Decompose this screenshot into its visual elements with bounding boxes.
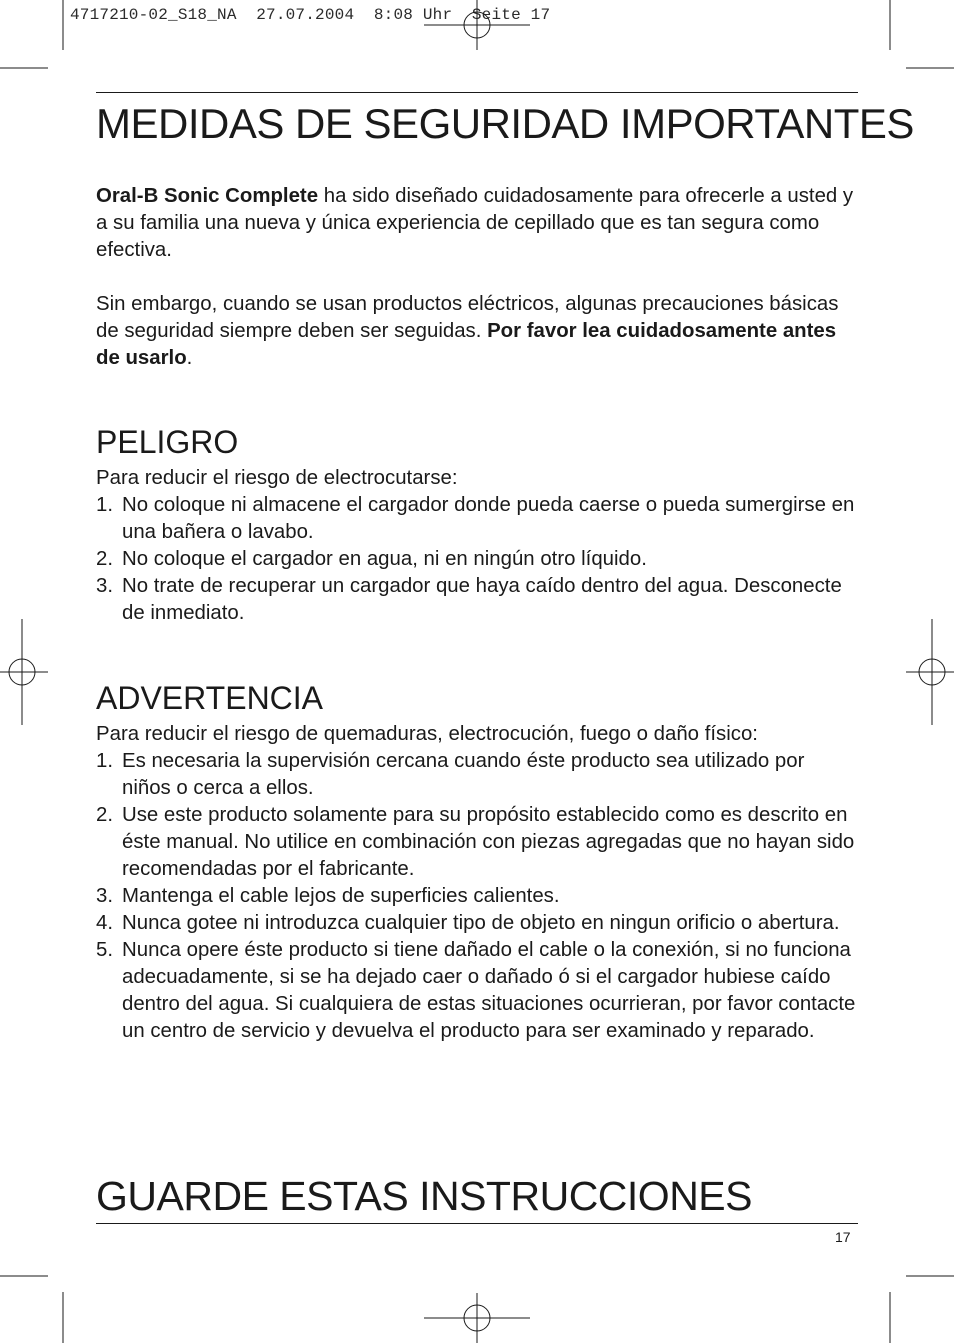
intro-paragraph-1: Oral-B Sonic Complete ha sido diseñado cuidadosamente para ofrecerle a usted y a su familia una nueva y única experiencia de cepillado que es tan segura como efectiva. [96,185,854,261]
list-item-text: Nunca gotee ni introduzca cualquier tipo de objeto en ningun orificio o abertura. [122,912,840,934]
list-item-text: No coloque el cargador en agua, ni en ningún otro líquido. [122,548,647,570]
peligro-intro: Para reducir el riesgo de electrocutarse: [96,467,458,489]
list-item-number: 3. [96,885,114,907]
peligro-heading: PELIGRO [96,424,239,460]
list-item-number: 2. [96,804,114,826]
peligro-list [96,492,856,627]
list-item-text: Use este producto solamente para su propósito establecido como es descrito en éste manual. No utilice en combinación con piezas agregadas que no hayan sido recomendadas por el fabricante. [122,804,855,880]
list-item-text: Mantenga el cable lejos de superficies calientes. [122,885,560,907]
list-item [96,802,856,883]
advertencia-list [96,748,856,1045]
read-carefully-note: Por favor lea cuidadosamente antes de usarlo [96,320,837,369]
list-item-text: Nunca opere éste producto si tiene dañado el cable o la conexión, si no funciona adecuadamente, si se ha dejado caer o dañado ó si el cargador hubiese caído dentro del agua. Si cualquiera de estas situaciones ocurrieran, por favor contacte un centro de servicio y devuelva el producto para ser examinado y reparado. [122,939,856,1042]
advertencia-heading: ADVERTENCIA [96,680,324,716]
list-item [96,546,856,573]
list-item [96,748,856,802]
print-slug: 4717210-02_S18_NA 27.07.2004 8:08 Uhr Seite 17 [70,6,551,24]
list-item-number: 5. [96,939,114,961]
bottom-rule [96,1223,858,1224]
list-item-number: 4. [96,912,114,934]
list-item [96,883,856,910]
list-item [96,937,856,1045]
page-number: 17 [835,1229,851,1245]
advertencia-intro: Para reducir el riesgo de quemaduras, electrocución, fuego o daño físico: [96,723,758,745]
list-item-number: 3. [96,575,114,597]
brand-name: Oral-B Sonic Complete [96,185,319,207]
list-item-number: 1. [96,750,114,772]
page-title: MEDIDAS DE SEGURIDAD IMPORTANTES [96,100,914,147]
top-rule [96,92,858,93]
peligro-section [96,465,856,627]
advertencia-section [96,721,856,1045]
list-item-number: 1. [96,494,114,516]
list-item-number: 2. [96,548,114,570]
list-item-text: No trate de recuperar un cargador que haya caído dentro del agua. Desconecte de inmediato. [122,575,842,624]
list-item-text: No coloque ni almacene el cargador donde pueda caerse o pueda sumergirse en una bañera o lavabo. [122,494,855,543]
list-item [96,492,856,546]
list-item-text: Es necesaria la supervisión cercana cuando éste producto sea utilizado por niños o cerca a ellos. [122,750,805,799]
list-item [96,910,856,937]
intro-paragraph-2: Sin embargo, cuando se usan productos eléctricos, algunas precauciones básicas de seguridad siempre deben ser seguidas. Por favor lea cuidadosamente antes de usarlo. [96,293,839,369]
footer-title: GUARDE ESTAS INSTRUCCIONES [96,1173,752,1219]
list-item [96,573,856,627]
